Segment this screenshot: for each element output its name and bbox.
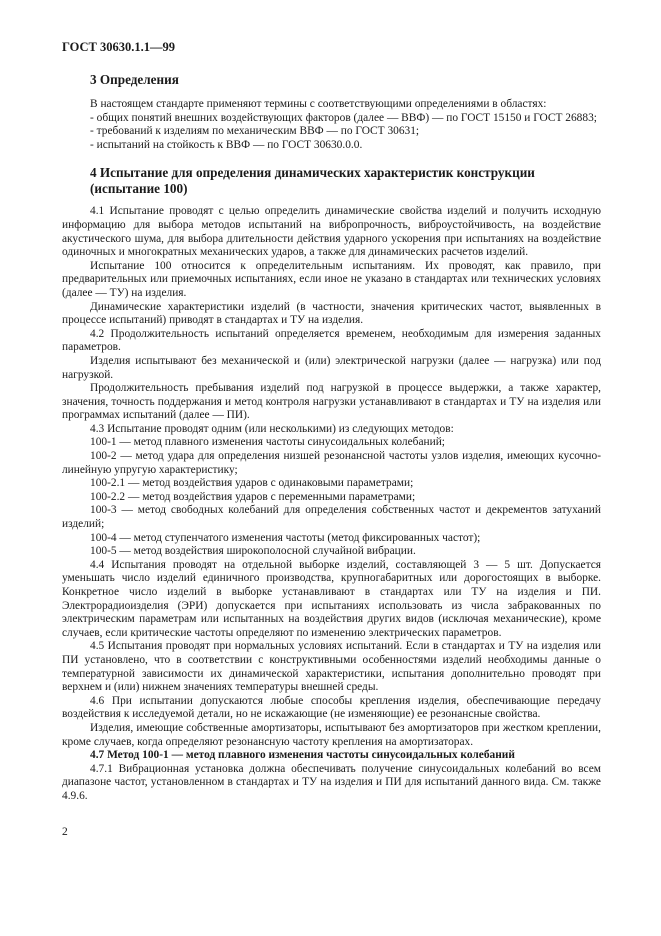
doc-code-header: ГОСТ 30630.1.1—99 bbox=[62, 40, 176, 54]
paragraph: В настоящем стандарте применяют термины с соответствующими определениями в областях: bbox=[90, 98, 547, 110]
paragraph: - общих понятий внешних воздействующих факторов (далее — ВВФ) — по ГОСТ 15150 и ГОСТ 26883; bbox=[90, 111, 597, 124]
document-body bbox=[62, 72, 601, 804]
paragraph: - испытаний на стойкость к ВВФ — по ГОСТ 30630.0.0. bbox=[90, 138, 363, 151]
method-item: 100-2 — метод удара для определения низшей резонансной частоты узлов изделия, имеющих кусочно-линейную упругую характеристику; bbox=[62, 450, 601, 476]
paragraph: Динамические характеристики изделий (в частности, значения критических частот, выявленных в процессе испытаний) приводят в стандартах и ТУ на изделия. bbox=[62, 300, 601, 327]
method-item: 100-2.1 — метод воздействия ударов с одинаковыми параметрами; bbox=[90, 477, 414, 490]
paragraph: - требований к изделиям по механическим ВВФ — по ГОСТ 30631; bbox=[90, 125, 420, 138]
paragraph: Продолжительность пребывания изделий под нагрузкой в процессе выдержки, а также характер, значения, точность поддержания и метод контроля нагрузки устанавливают в стандартах и ТУ на изделия или программах испытаний (далее — ПИ). bbox=[62, 382, 601, 422]
method-item: 100-5 — метод воздействия широкополосной случайной вибрации. bbox=[90, 545, 416, 558]
paragraph: Изделия испытывают без механической и (или) электрической нагрузки (далее — нагрузка) или под нагрузкой. bbox=[62, 354, 601, 381]
method-item: 100-3 — метод свободных колебаний для определения собственных частот и декрементов затуханий изделий; bbox=[62, 504, 601, 531]
paragraph: 4.1 Испытание проводят с целью определить динамические свойства изделий и получить исходную информацию для выбора методов испытаний на вибропрочность, виброустойчивость, на воздействие акустического шума, для выбора длительности действия ударного ускорения при испытаниях на воздействие одиночных и многократных механических ударов, а также для динамических расчетов изделий. bbox=[62, 205, 601, 259]
method-item: 100-2.2 — метод воздействия ударов с переменными параметрами; bbox=[90, 490, 416, 503]
subsection-4-7-title: 4.7 Метод 100-1 — метод плавного изменения частоты синусоидальных колебаний bbox=[90, 749, 515, 762]
section-4-title: 4 Испытание для определения динамических характеристик конструкции (испытание 100) bbox=[90, 165, 535, 197]
paragraph: 4.6 При испытании допускаются любые способы крепления изделия, обеспечивающие передачу воздействия к исследуемой детали, но не искажающие (не изменяющие) ее резонансные свойства. bbox=[62, 694, 601, 721]
paragraph: 4.2 Продолжительность испытаний определяется временем, необходимым для измерения заданных параметров. bbox=[62, 327, 601, 354]
paragraph: 4.7.1 Вибрационная установка должна обеспечивать получение синусоидальных колебаний во всем диапазоне частот, установленном в стандартах и ТУ на изделия и ПИ для испытаний данного вида. См. также 4.9.6. bbox=[62, 762, 601, 802]
page-number: 2 bbox=[62, 826, 68, 838]
method-item: 100-4 — метод ступенчатого изменения частоты (метод фиксированных частот); bbox=[90, 531, 481, 544]
paragraph: 4.5 Испытания проводят при нормальных условиях испытаний. Если в стандартах и ТУ на изделия или ПИ установлено, что в соответствии с конструктивными особенностями изделий необходимы данные о температурной зависимости их динамической характеристики, испытания дополнительно проводят при верхнем и (или) нижнем значениях температуры внешней среды. bbox=[62, 640, 601, 694]
method-item: 100-1 — метод плавного изменения частоты синусоидальных колебаний; bbox=[90, 436, 445, 449]
paragraph: 4.3 Испытание проводят одним (или несколькими) из следующих методов: bbox=[90, 422, 454, 435]
paragraph: 4.4 Испытания проводят на отдельной выборке изделий, составляющей 3 — 5 шт. Допускается уменьшать число изделий единичного производства, крупногабаритных или дорогостоящих в выборке. Конкретное число изделий в выборке устанавливают в стандартах или ТУ на изделия и ПИ. Электрорадиоизделия (ЭРИ) допускается при испытаниях использовать из числа забракованных по электрическим параметрам или испытанных на воздействия других видов (исключая механические), кроме случаев, если критические частоты определяют по изменению электрических параметров. bbox=[62, 558, 601, 639]
paragraph: Изделия, имеющие собственные амортизаторы, испытывают без амортизаторов при жестком креплении, кроме случаев, когда определяют резонансную частоту крепления на амортизаторах. bbox=[62, 721, 601, 748]
paragraph: Испытание 100 относится к определительным испытаниям. Их проводят, как правило, при предварительных или приемочных испытаниях, если иное не указано в стандартах или технических условиях (далее — ТУ) на изделия. bbox=[62, 259, 601, 299]
section-3-title: 3 Определения bbox=[90, 72, 179, 87]
